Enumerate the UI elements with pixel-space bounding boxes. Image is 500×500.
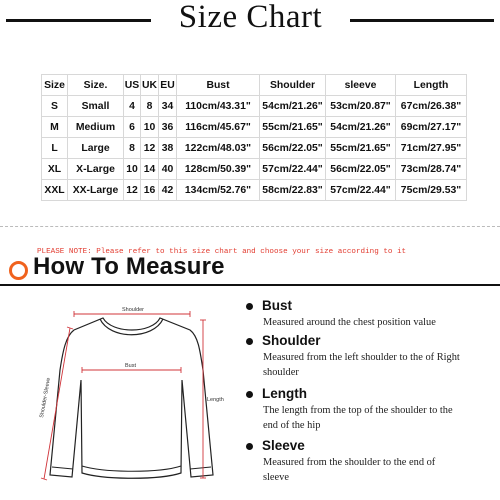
- table-row: [42, 159, 467, 180]
- table-cell: 16: [141, 180, 159, 201]
- table-cell: 4: [124, 96, 141, 117]
- table-cell: 75cm/29.53": [396, 180, 467, 201]
- table-row: [42, 180, 467, 201]
- shoulder-label: Shoulder: [122, 307, 145, 313]
- definition-desc: Measured from the left shoulder to the of Right shoulder: [263, 352, 460, 378]
- table-cell: 6: [124, 117, 141, 138]
- definition-term: Bust: [262, 298, 292, 313]
- table-cell: M: [42, 117, 68, 138]
- table-row: [42, 117, 467, 138]
- section-title: How To Measure: [33, 253, 225, 280]
- table-cell: 56cm/22.05": [260, 138, 326, 159]
- col-header: Bust: [177, 75, 260, 96]
- table-cell: 40: [159, 159, 177, 180]
- table-cell: 34: [159, 96, 177, 117]
- size-table: [41, 74, 467, 201]
- table-cell: 55cm/21.65": [260, 117, 326, 138]
- definition-term: Length: [262, 386, 307, 401]
- col-header: UK: [141, 75, 159, 96]
- table-cell: XX-Large: [68, 180, 124, 201]
- definition-desc: Measured around the chest position value: [263, 317, 436, 328]
- bullet-icon: [246, 443, 253, 450]
- table-cell: 54cm/21.26": [260, 96, 326, 117]
- length-label: Length: [207, 397, 224, 403]
- table-cell: 8: [141, 96, 159, 117]
- table-row: [42, 138, 467, 159]
- table-cell: 36: [159, 117, 177, 138]
- table-cell: 73cm/28.74": [396, 159, 467, 180]
- table-cell: 42: [159, 180, 177, 201]
- table-cell: L: [42, 138, 68, 159]
- section-bullet-icon: [9, 261, 28, 280]
- col-header: Size.: [68, 75, 124, 96]
- table-cell: 38: [159, 138, 177, 159]
- definition-desc: Measured from the shoulder to the end of sleeve: [263, 457, 436, 483]
- definition-term: Shoulder: [262, 333, 321, 348]
- sleeve-label: Shoulder-Sleeve: [39, 377, 53, 419]
- table-cell: 128cm/50.39": [177, 159, 260, 180]
- table-cell: 134cm/52.76": [177, 180, 260, 201]
- col-header: sleeve: [326, 75, 396, 96]
- table-cell: XL: [42, 159, 68, 180]
- table-cell: 53cm/20.87": [326, 96, 396, 117]
- title-rule-left: [6, 19, 151, 22]
- title-row: [0, 2, 500, 40]
- table-cell: S: [42, 96, 68, 117]
- bust-label: Bust: [125, 363, 137, 369]
- table-cell: 116cm/45.67": [177, 117, 260, 138]
- table-cell: 58cm/22.83": [260, 180, 326, 201]
- col-header: US: [124, 75, 141, 96]
- table-cell: 10: [141, 117, 159, 138]
- sweater-diagram: [0, 290, 245, 495]
- bullet-icon: [246, 303, 253, 310]
- table-cell: XXL: [42, 180, 68, 201]
- table-cell: 122cm/48.03": [177, 138, 260, 159]
- bullet-icon: [246, 338, 253, 345]
- col-header: Size: [42, 75, 68, 96]
- table-cell: 12: [124, 180, 141, 201]
- table-cell: 12: [141, 138, 159, 159]
- size-notice: PLEASE NOTE: Please refer to this size chart and choose your size according to it: [37, 248, 407, 256]
- table-cell: 8: [124, 138, 141, 159]
- col-header: Length: [396, 75, 467, 96]
- col-header: EU: [159, 75, 177, 96]
- table-header-row: [42, 75, 467, 96]
- table-cell: 57cm/22.44": [326, 180, 396, 201]
- table-cell: 56cm/22.05": [326, 159, 396, 180]
- page-title: Size Chart: [178, 0, 323, 35]
- section-divider: [0, 226, 500, 227]
- table-cell: Small: [68, 96, 124, 117]
- table-cell: 57cm/22.44": [260, 159, 326, 180]
- table-cell: 69cm/27.17": [396, 117, 467, 138]
- table-cell: 10: [124, 159, 141, 180]
- title-rule-right: [350, 19, 494, 22]
- table-row: [42, 96, 467, 117]
- table-cell: Medium: [68, 117, 124, 138]
- table-cell: 110cm/43.31": [177, 96, 260, 117]
- sweater-outline: [50, 318, 213, 478]
- table-cell: 55cm/21.65": [326, 138, 396, 159]
- table-cell: 71cm/27.95": [396, 138, 467, 159]
- definition-term: Sleeve: [262, 438, 305, 453]
- bullet-icon: [246, 391, 253, 398]
- table-cell: X-Large: [68, 159, 124, 180]
- definition-desc: The length from the top of the shoulder to the end of the hip: [263, 405, 453, 431]
- table-cell: 14: [141, 159, 159, 180]
- col-header: Shoulder: [260, 75, 326, 96]
- section-rule: [0, 284, 500, 286]
- table-cell: 67cm/26.38": [396, 96, 467, 117]
- table-cell: Large: [68, 138, 124, 159]
- table-cell: 54cm/21.26": [326, 117, 396, 138]
